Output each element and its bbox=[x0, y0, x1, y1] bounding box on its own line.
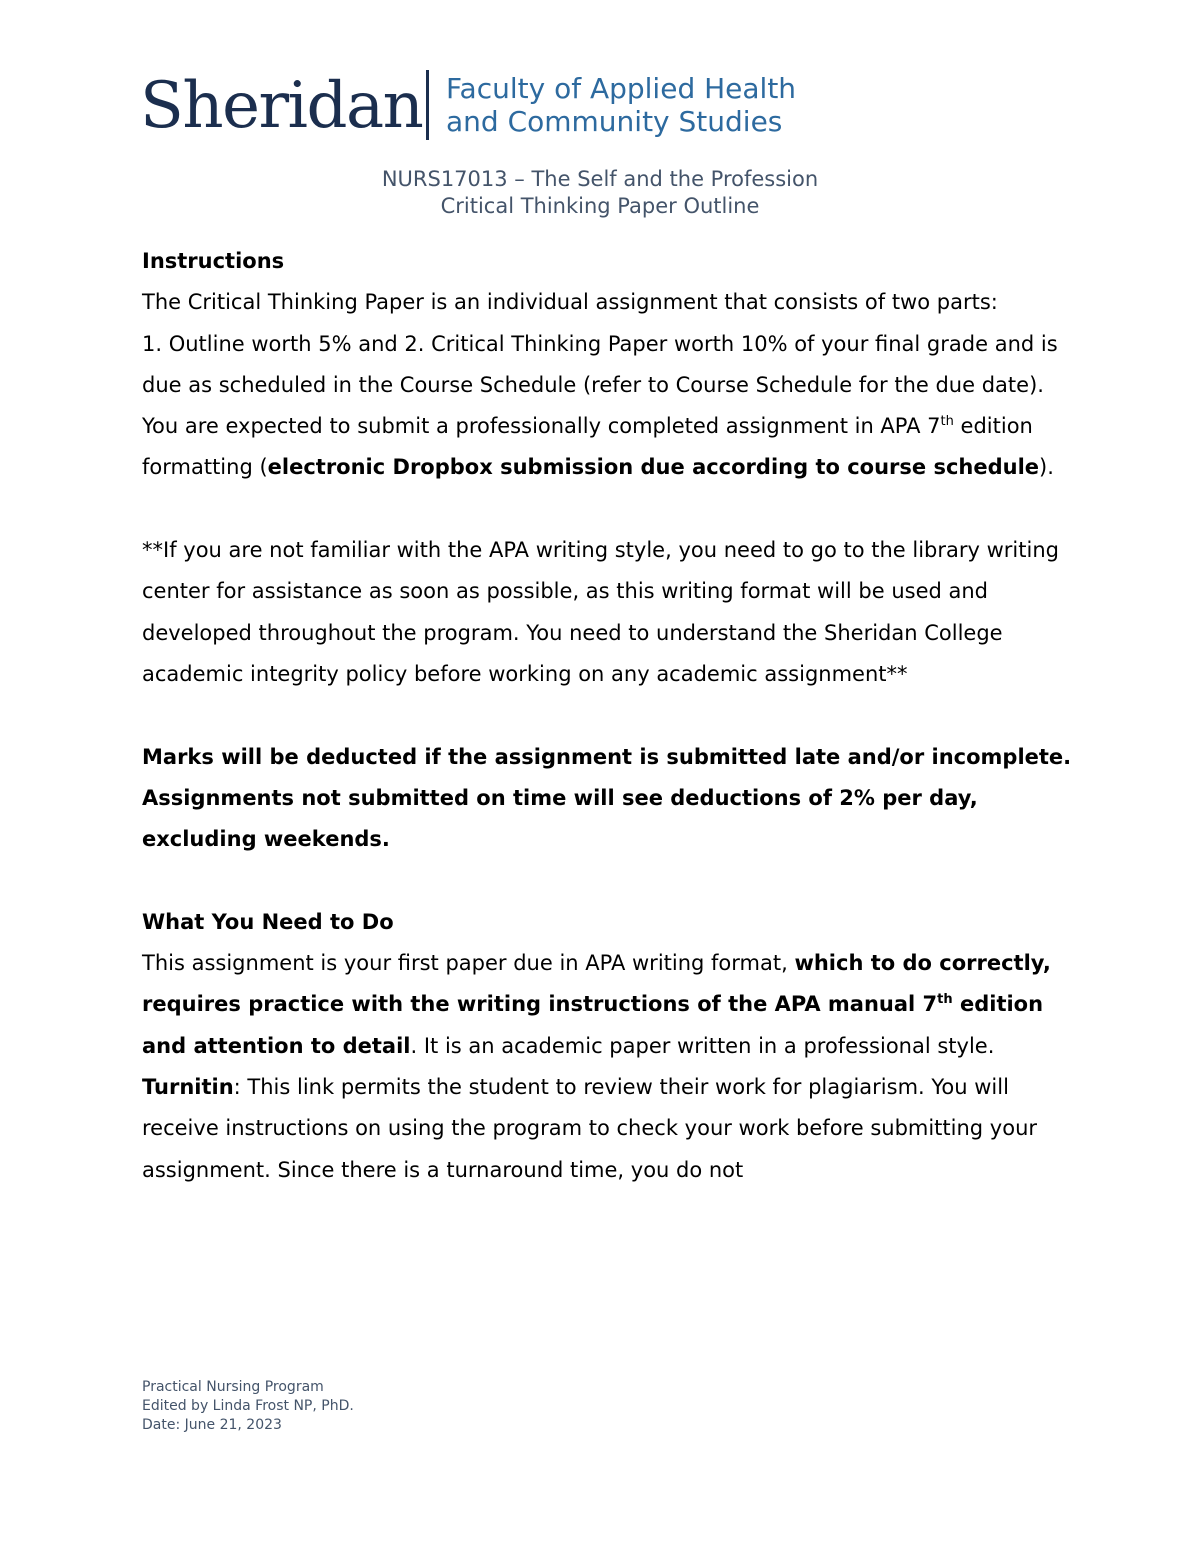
sheridan-logo bbox=[140, 66, 840, 142]
what-to-do-heading: What You Need to Do bbox=[142, 909, 394, 934]
superscript: th bbox=[940, 414, 954, 430]
turnitin-text: : This link permits the student to review their work for plagiarism. You will receive instructions on using the program to check your work before submitting your assignment. Since there is a turnaround time, you do not bbox=[142, 1074, 1038, 1182]
instructions-text: 1. Outline worth 5% and 2. Critical Thinking Paper worth 10% of your final grade and is due as scheduled in the Course Schedule (refer to Course Schedule for the due date). You are expected to submit a professionally completed assignment in APA 7 bbox=[142, 331, 1058, 439]
instructions-paragraph-2 bbox=[142, 324, 1077, 489]
turnitin-label: Turnitin bbox=[142, 1074, 234, 1099]
superscript: th bbox=[937, 992, 953, 1008]
late-policy: Marks will be deducted if the assignment is submitted late and/or incomplete. Assignments not submitted on time will see deductions of 2% per day, excluding weekends. bbox=[142, 744, 1072, 852]
faculty-name bbox=[446, 72, 796, 138]
footer-editor: Edited by Linda Frost NP, PhD. bbox=[142, 1398, 354, 1414]
what-to-do-text: This assignment is your first paper due in APA writing format, bbox=[142, 951, 795, 976]
what-to-do-text-end: . It is an academic paper written in a professional style. bbox=[410, 1033, 995, 1058]
faculty-line-2: and Community Studies bbox=[446, 105, 783, 138]
logo-divider bbox=[426, 70, 429, 140]
logo-wordmark: Sheridan bbox=[140, 69, 423, 143]
submission-note: electronic Dropbox submission due according to course schedule bbox=[267, 455, 1040, 480]
what-to-do-paragraph bbox=[142, 943, 1077, 1067]
instructions-heading: Instructions bbox=[142, 249, 285, 273]
instructions-text-cont: edition formatting ( bbox=[142, 414, 1033, 480]
turnitin-paragraph bbox=[142, 1067, 1077, 1191]
page-footer bbox=[142, 1378, 354, 1435]
instructions-paragraph-1: The Critical Thinking Paper is an individual assignment that consists of two parts: bbox=[142, 290, 998, 315]
apa-note: **If you are not familiar with the APA writing style, you need to go to the library writing center for assistance as soon as possible, as this writing format will be used and developed throughout the program. You need to understand the Sheridan College academic integrity policy before working on any academic assignment** bbox=[142, 538, 1059, 686]
course-header bbox=[0, 166, 1200, 220]
what-to-do-bold-a: which to do correctly, requires practice with the writing instructions of the APA manual 7 bbox=[142, 951, 1051, 1017]
document-body bbox=[142, 241, 1077, 1191]
footer-date: Date: June 21, 2023 bbox=[142, 1417, 282, 1433]
instructions-text-end: ). bbox=[1039, 455, 1054, 480]
what-to-do-bold-b: edition and attention to detail bbox=[142, 992, 1044, 1058]
footer-program: Practical Nursing Program bbox=[142, 1379, 324, 1395]
course-code-title: NURS17013 – The Self and the Profession bbox=[381, 167, 819, 191]
faculty-line-1: Faculty of Applied Health bbox=[446, 72, 797, 105]
document-title: Critical Thinking Paper Outline bbox=[440, 194, 760, 218]
